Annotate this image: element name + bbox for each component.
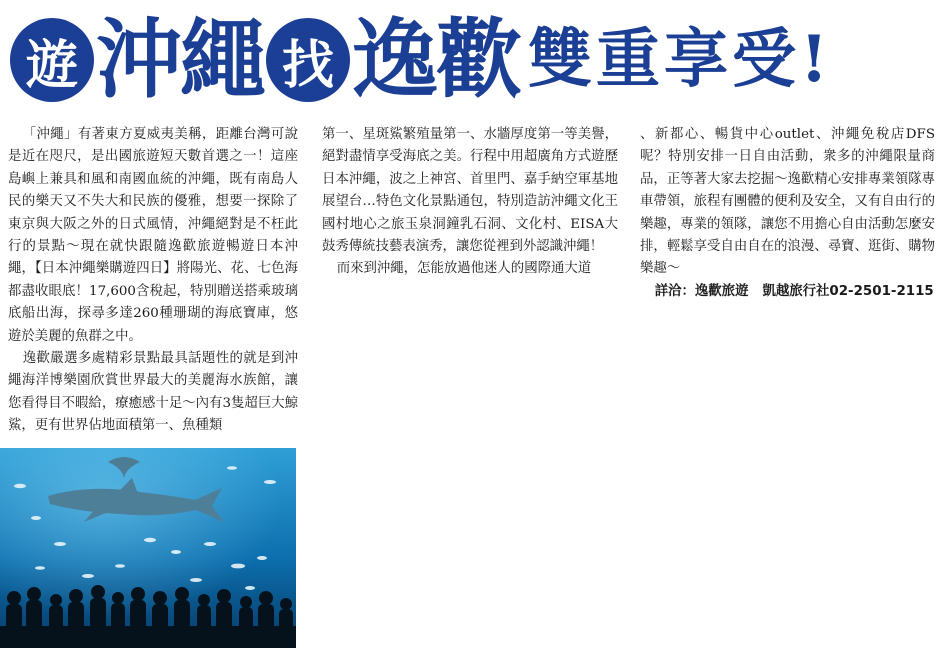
column3-paragraph-1: 、新都心、暢貨中心outlet、沖繩免稅店DFS呢？特別安排一日自由活動，衆多的沖繩限量商品，正等著大家去挖掘～逸歡精心安排專業領隊專車帶領，旅程有團體的便利及安全，又有自由行的樂趣，專業的領隊，讓您不用擔心自由活動怎麼安排，輕鬆享受自由自在的浪漫、尋寶、逛街、購物樂趣～ <box>640 127 935 277</box>
aquarium-photo <box>0 448 296 648</box>
column2-paragraph-1: 第一、星斑鯊繁殖量第一、水牆厚度第一等美譽，絕對盡情享受海底之美。行程中用超廣角方式遊歷日本沖繩，波之上神宮、首里門、嘉手納空軍基地展望台…特色文化景點通包，特別造訪沖繩文化王國村地心之旅玉泉洞鐘乳石洞、文化村、EISA大鼓秀傳統技藝表演秀，讓您從裡到外認識沖繩！ <box>322 127 618 255</box>
article-column-3 <box>640 124 935 303</box>
contact-phone: 凱越旅行社02-2501-2115 <box>762 283 934 299</box>
contact-agency: 詳洽：逸歡旅遊 <box>654 283 749 299</box>
headline <box>10 4 935 116</box>
column1-paragraph-1: 「沖繩」有著東方夏威夷美稱，距離台灣可說是近在咫尺，是出國旅遊短天數首選之一！這座島嶼上兼具和風和南國血統的沖繩，既有南島人民的樂天又不失大和民族的優雅，想要一探除了東京與大阪之外的日式風情，沖繩絕對是不枉此行的景點～現在就快跟隨逸歡旅遊暢遊日本沖繩，【日本沖繩樂購遊四日】將陽光、花、七色海都盡收眼底！17,600含稅起，特別贈送搭乘玻璃底船出海，探尋多達260種珊瑚的海底寶庫，悠遊於美麗的魚群之中。 <box>8 127 298 344</box>
contact-line <box>640 281 935 303</box>
article-column-2 <box>322 124 618 281</box>
aquarium-illustration <box>0 448 296 648</box>
headline-double-enjoy: 雙重享受! <box>528 22 833 97</box>
headline-circle-you: 遊 <box>10 18 94 102</box>
headline-circle-find: 找 <box>266 18 350 102</box>
column2-paragraph-2: 而來到沖繩，怎能放過他迷人的國際通大道 <box>336 261 592 277</box>
article-column-1 <box>8 124 298 442</box>
headline-okinawa: 沖繩 <box>96 9 264 110</box>
column1-paragraph-2: 逸歡嚴選多處精彩景點最具話題性的就是到沖繩海洋博樂園欣賞世界最大的美麗海水族館，讓您看得目不暇給，療癒感十足～內有3隻超巨大鯨鯊，更有世界佔地面積第一、魚種類 <box>8 351 298 434</box>
headline-yihuan: 逸歡 <box>352 9 520 110</box>
